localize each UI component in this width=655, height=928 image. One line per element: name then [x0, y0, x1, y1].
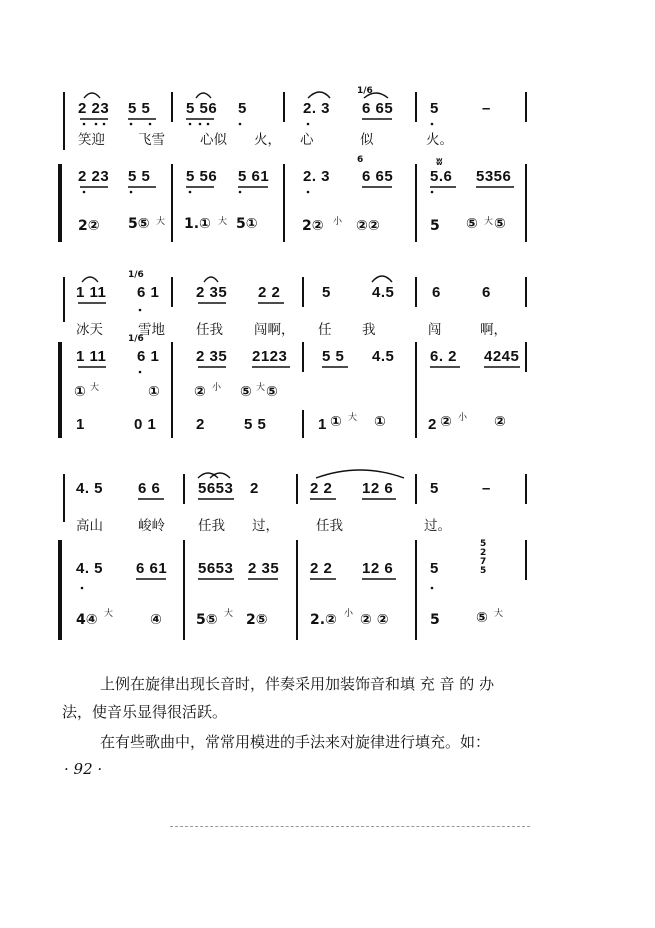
accompaniment-beat: 5⑤ [196, 612, 218, 628]
accompaniment-beat: ④ [150, 612, 162, 628]
accompaniment-beat: ⑤ [476, 610, 488, 626]
accompaniment-beat: 5 [430, 560, 439, 577]
chord-note: 7 [480, 557, 487, 567]
dynamic-mark: 小 [333, 217, 343, 227]
slur-marks [82, 92, 404, 478]
lyric: 任我 [196, 322, 223, 338]
lyric: 我 [362, 322, 376, 338]
dynamic-mark: 大 [104, 609, 114, 619]
accompaniment-beat: 0 1 [134, 416, 157, 433]
lyric: 飞雪 [138, 132, 165, 148]
accompaniment-beat: 5① [236, 216, 258, 232]
accompaniment-beat: 1 [318, 416, 327, 433]
melody-beat: 2 2 [258, 284, 281, 301]
accompaniment-beat: 2② [78, 218, 100, 234]
beam-underlines [78, 119, 520, 579]
lyric: 似 [360, 132, 374, 148]
melody-beat: 2. 3 [303, 100, 331, 117]
footer-rule [170, 826, 530, 828]
grace-note: 6 [357, 155, 364, 165]
accompaniment-beat: ① [148, 384, 160, 400]
grace-note: 1/6 [128, 334, 144, 344]
dynamic-mark: 大 [484, 217, 494, 227]
melody-beat: 5 56 [186, 100, 218, 117]
melody-beat: 5 [430, 100, 439, 117]
melody-beat: 6 [432, 284, 441, 301]
lyric: 啊， [480, 322, 507, 338]
dynamic-mark: 大 [90, 383, 100, 393]
melody-beat: 5 5 [128, 100, 151, 117]
accompaniment-beat: 5653 [198, 560, 234, 577]
accompaniment-beat: 5 [430, 218, 440, 234]
accompaniment-beat: 5356 [476, 168, 512, 185]
melody-beat: 4.5 [372, 284, 395, 301]
accompaniment-beat: 2. 3 [303, 168, 331, 185]
melody-beat: 5653 [198, 480, 234, 497]
paragraph-line: 上例在旋律出现长音时，伴奏采用加装饰音和填 充 音 的 办 [100, 675, 495, 693]
accompaniment-beat: 5 5 [244, 416, 267, 433]
chord-note: 2 [480, 548, 487, 558]
dynamic-mark: 小 [458, 413, 468, 423]
melody-beat: 2 35 [196, 284, 228, 301]
melody-beat: 6 65 [362, 100, 394, 117]
melody-beat: 6 6 [138, 480, 161, 497]
melody-beat: 12 6 [362, 480, 394, 497]
accompaniment-beat: 2123 [252, 348, 288, 365]
lyric: 闯啊， [254, 322, 295, 338]
accompaniment-beat: 2② [302, 218, 324, 234]
chord-note: 5 [480, 566, 487, 576]
melody-beat: 2 2 [310, 480, 333, 497]
lyric: 心似 [200, 132, 227, 148]
accompaniment-beat: ② [440, 414, 452, 430]
octave-dots [81, 123, 434, 590]
melody-beat: 6 [482, 284, 491, 301]
accompaniment-beat: 5 [430, 612, 440, 628]
accompaniment-beat: 4245 [484, 348, 520, 365]
accompaniment-beat: 6 1 [137, 348, 160, 365]
accompaniment-beat: 6 61 [136, 560, 168, 577]
lyric: 火。 [426, 132, 453, 148]
accompaniment-beat: 2 [196, 416, 205, 433]
accompaniment-beat: 1 11 [76, 348, 107, 365]
grace-note: 1/6 [357, 86, 373, 96]
lyric: 任 [318, 322, 332, 338]
lyric: 任我 [316, 518, 343, 534]
lyric: 冰天 [76, 322, 103, 338]
melody-beat: 5 [430, 480, 439, 497]
accompaniment-beat: ⑤ [266, 384, 278, 400]
accompaniment-beat: ① [74, 384, 86, 400]
accompaniment-beat: 2 [428, 416, 437, 433]
melody-beat: 5 [322, 284, 331, 301]
paragraph-line: 法，使音乐显得很活跃。 [62, 703, 228, 721]
accompaniment-beat: ②② [356, 218, 380, 234]
melody-beat: – [482, 100, 491, 117]
lyric: 火， [254, 132, 281, 148]
accompaniment-beat: 5 5 [322, 348, 345, 365]
dynamic-mark: 大 [256, 383, 266, 393]
lyric: 任我 [198, 518, 225, 534]
accompaniment-beat: ② [194, 384, 206, 400]
dynamic-mark: 大 [224, 609, 234, 619]
lyric: 心 [300, 132, 314, 148]
lyric: 过， [252, 518, 279, 534]
dynamic-mark: 大 [218, 217, 228, 227]
melody-beat: 2 [250, 480, 259, 497]
accompaniment-beat: 2 23 [78, 168, 110, 185]
dynamic-mark: 大 [156, 217, 166, 227]
lyric: 高山 [76, 518, 103, 534]
paragraph-line: 在有些歌曲中，常常用模进的手法来对旋律进行填充。如： [100, 733, 491, 751]
accompaniment-beat: 6 65 [362, 168, 394, 185]
accompaniment-beat: 5 56 [186, 168, 218, 185]
accompaniment-beat: ① [374, 414, 386, 430]
accompaniment-beat: 5 5 [128, 168, 151, 185]
dynamic-mark: 大 [348, 413, 358, 423]
dynamic-mark: 大 [494, 609, 504, 619]
accompaniment-beat: ⑤ [466, 216, 478, 232]
lyric: 峻岭 [138, 518, 165, 534]
melody-beat: 4. 5 [76, 480, 104, 497]
dynamic-mark: 小 [212, 383, 222, 393]
accompaniment-beat: 1 [76, 416, 85, 433]
accompaniment-beat: 4④ [76, 612, 98, 628]
lyric: 闯 [428, 322, 442, 338]
accompaniment-beat: ⑤ [240, 384, 252, 400]
accompaniment-beat: 2 35 [248, 560, 280, 577]
page-number: · 92 · [64, 760, 103, 778]
dynamic-mark: 小 [344, 609, 354, 619]
accompaniment-beat: 5⑤ [128, 216, 150, 232]
melody-beat: 1 11 [76, 284, 107, 301]
accompaniment-beat: ② ② [360, 612, 389, 628]
accompaniment-beat: 5 61 [238, 168, 270, 185]
accompaniment-beat: 2⑤ [246, 612, 268, 628]
melody-beat: 5 [238, 100, 247, 117]
melody-beat: 6 1 [137, 284, 160, 301]
accompaniment-beat: 4. 5 [76, 560, 104, 577]
melody-beat: – [482, 480, 491, 497]
grace-note: 1/6 [128, 270, 144, 280]
accompaniment-beat: ⑤ [494, 216, 506, 232]
accompaniment-beat: ② [494, 414, 506, 430]
accompaniment-beat: 6. 2 [430, 348, 458, 365]
accompaniment-beat: ① [330, 414, 342, 430]
accompaniment-beat: 4.5 [372, 348, 395, 365]
mordent-icon: ʬ [436, 155, 443, 168]
lyric: 雪地 [138, 322, 165, 338]
lyric: 过。 [424, 518, 451, 534]
chord-note: 5 [480, 539, 487, 549]
accompaniment-beat: 12 6 [362, 560, 394, 577]
accompaniment-beat: 1.① [184, 216, 211, 232]
lyric: 笑迎 [78, 132, 105, 148]
melody-beat: 2 23 [78, 100, 110, 117]
accompaniment-beat: 2 2 [310, 560, 333, 577]
accompaniment-beat: 5.6 [430, 168, 453, 185]
accompaniment-beat: 2 35 [196, 348, 228, 365]
accompaniment-beat: 2.② [310, 612, 337, 628]
